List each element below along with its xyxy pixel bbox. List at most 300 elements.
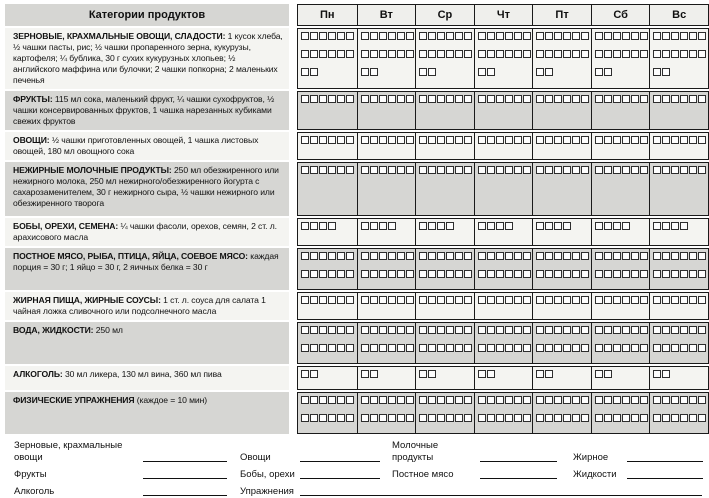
checkbox[interactable] <box>464 344 472 352</box>
checkbox[interactable] <box>406 344 414 352</box>
checkbox[interactable] <box>428 326 436 334</box>
checkbox[interactable] <box>595 222 603 230</box>
checkbox[interactable] <box>689 166 697 174</box>
checkbox[interactable] <box>640 50 648 58</box>
checkbox[interactable] <box>554 166 562 174</box>
checkbox[interactable] <box>406 136 414 144</box>
checkbox[interactable] <box>595 414 603 422</box>
checkbox[interactable] <box>301 414 309 422</box>
checkbox[interactable] <box>419 68 427 76</box>
checkbox[interactable] <box>581 136 589 144</box>
checkbox[interactable] <box>613 344 621 352</box>
checkbox[interactable] <box>653 166 661 174</box>
checkbox[interactable] <box>631 326 639 334</box>
checkbox[interactable] <box>328 296 336 304</box>
checkbox[interactable] <box>554 414 562 422</box>
checkbox[interactable] <box>640 136 648 144</box>
checkbox[interactable] <box>487 50 495 58</box>
legend-blank-line[interactable] <box>300 467 380 479</box>
checkbox[interactable] <box>536 166 544 174</box>
checkbox[interactable] <box>563 270 571 278</box>
checkbox[interactable] <box>505 296 513 304</box>
checkbox[interactable] <box>613 414 621 422</box>
checkbox[interactable] <box>478 326 486 334</box>
checkbox[interactable] <box>514 166 522 174</box>
checkbox[interactable] <box>640 166 648 174</box>
checkbox[interactable] <box>464 166 472 174</box>
legend-blank-line[interactable] <box>143 467 227 479</box>
checkbox[interactable] <box>319 50 327 58</box>
checkbox[interactable] <box>689 396 697 404</box>
checkbox[interactable] <box>662 222 670 230</box>
checkbox[interactable] <box>361 414 369 422</box>
checkbox[interactable] <box>337 166 345 174</box>
checkbox[interactable] <box>406 95 414 103</box>
checkbox[interactable] <box>379 222 387 230</box>
checkbox[interactable] <box>464 414 472 422</box>
checkbox[interactable] <box>554 222 562 230</box>
checkbox[interactable] <box>455 32 463 40</box>
checkbox[interactable] <box>319 166 327 174</box>
checkbox[interactable] <box>428 222 436 230</box>
checkbox[interactable] <box>328 270 336 278</box>
checkbox[interactable] <box>523 50 531 58</box>
checkbox[interactable] <box>370 50 378 58</box>
checkbox[interactable] <box>337 296 345 304</box>
checkbox[interactable] <box>388 222 396 230</box>
checkbox[interactable] <box>446 270 454 278</box>
checkbox[interactable] <box>361 252 369 260</box>
checkbox[interactable] <box>698 414 706 422</box>
checkbox[interactable] <box>505 344 513 352</box>
checkbox[interactable] <box>536 326 544 334</box>
checkbox[interactable] <box>604 396 612 404</box>
checkbox[interactable] <box>662 344 670 352</box>
checkbox[interactable] <box>301 166 309 174</box>
checkbox[interactable] <box>437 166 445 174</box>
checkbox[interactable] <box>455 396 463 404</box>
checkbox[interactable] <box>631 95 639 103</box>
checkbox[interactable] <box>563 166 571 174</box>
checkbox[interactable] <box>310 50 318 58</box>
checkbox[interactable] <box>496 270 504 278</box>
checkbox[interactable] <box>406 32 414 40</box>
checkbox[interactable] <box>680 414 688 422</box>
checkbox[interactable] <box>455 344 463 352</box>
checkbox[interactable] <box>640 95 648 103</box>
checkbox[interactable] <box>604 166 612 174</box>
checkbox[interactable] <box>613 50 621 58</box>
checkbox[interactable] <box>406 50 414 58</box>
checkbox[interactable] <box>397 136 405 144</box>
checkbox[interactable] <box>310 252 318 260</box>
checkbox[interactable] <box>671 396 679 404</box>
checkbox[interactable] <box>653 95 661 103</box>
checkbox[interactable] <box>346 326 354 334</box>
checkbox[interactable] <box>572 344 580 352</box>
checkbox[interactable] <box>595 270 603 278</box>
checkbox[interactable] <box>419 166 427 174</box>
checkbox[interactable] <box>379 136 387 144</box>
checkbox[interactable] <box>487 326 495 334</box>
checkbox[interactable] <box>397 50 405 58</box>
checkbox[interactable] <box>337 32 345 40</box>
checkbox[interactable] <box>478 32 486 40</box>
checkbox[interactable] <box>613 222 621 230</box>
checkbox[interactable] <box>428 95 436 103</box>
checkbox[interactable] <box>361 136 369 144</box>
checkbox[interactable] <box>397 95 405 103</box>
checkbox[interactable] <box>680 50 688 58</box>
checkbox[interactable] <box>419 326 427 334</box>
checkbox[interactable] <box>487 252 495 260</box>
checkbox[interactable] <box>662 396 670 404</box>
checkbox[interactable] <box>671 270 679 278</box>
checkbox[interactable] <box>419 136 427 144</box>
checkbox[interactable] <box>388 50 396 58</box>
checkbox[interactable] <box>505 95 513 103</box>
checkbox[interactable] <box>301 32 309 40</box>
checkbox[interactable] <box>622 222 630 230</box>
checkbox[interactable] <box>379 32 387 40</box>
checkbox[interactable] <box>622 166 630 174</box>
checkbox[interactable] <box>545 166 553 174</box>
checkbox[interactable] <box>496 32 504 40</box>
checkbox[interactable] <box>523 344 531 352</box>
checkbox[interactable] <box>698 166 706 174</box>
checkbox[interactable] <box>419 396 427 404</box>
checkbox[interactable] <box>671 32 679 40</box>
checkbox[interactable] <box>622 270 630 278</box>
checkbox[interactable] <box>680 270 688 278</box>
checkbox[interactable] <box>319 414 327 422</box>
checkbox[interactable] <box>581 166 589 174</box>
checkbox[interactable] <box>496 222 504 230</box>
checkbox[interactable] <box>514 396 522 404</box>
checkbox[interactable] <box>604 370 612 378</box>
checkbox[interactable] <box>397 414 405 422</box>
checkbox[interactable] <box>478 136 486 144</box>
checkbox[interactable] <box>419 296 427 304</box>
checkbox[interactable] <box>370 32 378 40</box>
checkbox[interactable] <box>361 370 369 378</box>
checkbox[interactable] <box>523 32 531 40</box>
checkbox[interactable] <box>370 222 378 230</box>
checkbox[interactable] <box>698 396 706 404</box>
checkbox[interactable] <box>388 95 396 103</box>
checkbox[interactable] <box>478 370 486 378</box>
checkbox[interactable] <box>613 396 621 404</box>
checkbox[interactable] <box>406 396 414 404</box>
checkbox[interactable] <box>572 296 580 304</box>
checkbox[interactable] <box>328 252 336 260</box>
checkbox[interactable] <box>662 136 670 144</box>
checkbox[interactable] <box>478 296 486 304</box>
checkbox[interactable] <box>536 32 544 40</box>
checkbox[interactable] <box>505 252 513 260</box>
checkbox[interactable] <box>554 326 562 334</box>
checkbox[interactable] <box>640 344 648 352</box>
checkbox[interactable] <box>554 396 562 404</box>
checkbox[interactable] <box>680 166 688 174</box>
checkbox[interactable] <box>487 344 495 352</box>
checkbox[interactable] <box>514 95 522 103</box>
checkbox[interactable] <box>328 326 336 334</box>
checkbox[interactable] <box>478 68 486 76</box>
checkbox[interactable] <box>523 252 531 260</box>
checkbox[interactable] <box>487 222 495 230</box>
checkbox[interactable] <box>640 326 648 334</box>
checkbox[interactable] <box>662 414 670 422</box>
checkbox[interactable] <box>406 414 414 422</box>
checkbox[interactable] <box>428 344 436 352</box>
checkbox[interactable] <box>613 166 621 174</box>
checkbox[interactable] <box>662 166 670 174</box>
checkbox[interactable] <box>496 414 504 422</box>
checkbox[interactable] <box>604 32 612 40</box>
checkbox[interactable] <box>689 95 697 103</box>
checkbox[interactable] <box>572 326 580 334</box>
checkbox[interactable] <box>689 326 697 334</box>
checkbox[interactable] <box>662 50 670 58</box>
checkbox[interactable] <box>640 270 648 278</box>
checkbox[interactable] <box>689 414 697 422</box>
checkbox[interactable] <box>310 32 318 40</box>
checkbox[interactable] <box>581 326 589 334</box>
checkbox[interactable] <box>698 95 706 103</box>
checkbox[interactable] <box>301 222 309 230</box>
checkbox[interactable] <box>689 296 697 304</box>
checkbox[interactable] <box>419 32 427 40</box>
checkbox[interactable] <box>563 296 571 304</box>
checkbox[interactable] <box>455 50 463 58</box>
legend-blank-line[interactable] <box>627 467 703 479</box>
checkbox[interactable] <box>563 136 571 144</box>
checkbox[interactable] <box>680 326 688 334</box>
checkbox[interactable] <box>319 95 327 103</box>
checkbox[interactable] <box>346 344 354 352</box>
checkbox[interactable] <box>595 396 603 404</box>
checkbox[interactable] <box>478 50 486 58</box>
checkbox[interactable] <box>572 396 580 404</box>
legend-blank-line[interactable] <box>143 484 227 496</box>
checkbox[interactable] <box>662 270 670 278</box>
checkbox[interactable] <box>419 344 427 352</box>
checkbox[interactable] <box>346 270 354 278</box>
checkbox[interactable] <box>554 296 562 304</box>
checkbox[interactable] <box>361 396 369 404</box>
checkbox[interactable] <box>301 95 309 103</box>
checkbox[interactable] <box>689 136 697 144</box>
checkbox[interactable] <box>595 326 603 334</box>
checkbox[interactable] <box>301 68 309 76</box>
checkbox[interactable] <box>523 326 531 334</box>
checkbox[interactable] <box>653 370 661 378</box>
checkbox[interactable] <box>310 370 318 378</box>
checkbox[interactable] <box>361 296 369 304</box>
checkbox[interactable] <box>604 50 612 58</box>
checkbox[interactable] <box>572 166 580 174</box>
checkbox[interactable] <box>487 32 495 40</box>
checkbox[interactable] <box>487 270 495 278</box>
checkbox[interactable] <box>388 296 396 304</box>
checkbox[interactable] <box>545 414 553 422</box>
checkbox[interactable] <box>662 370 670 378</box>
checkbox[interactable] <box>478 414 486 422</box>
checkbox[interactable] <box>563 32 571 40</box>
checkbox[interactable] <box>545 396 553 404</box>
legend-blank-line[interactable] <box>627 450 703 462</box>
checkbox[interactable] <box>310 296 318 304</box>
checkbox[interactable] <box>370 370 378 378</box>
checkbox[interactable] <box>379 326 387 334</box>
checkbox[interactable] <box>653 222 661 230</box>
checkbox[interactable] <box>437 95 445 103</box>
checkbox[interactable] <box>613 270 621 278</box>
checkbox[interactable] <box>595 32 603 40</box>
checkbox[interactable] <box>653 68 661 76</box>
checkbox[interactable] <box>505 326 513 334</box>
checkbox[interactable] <box>428 136 436 144</box>
checkbox[interactable] <box>370 296 378 304</box>
checkbox[interactable] <box>631 50 639 58</box>
checkbox[interactable] <box>437 50 445 58</box>
checkbox[interactable] <box>653 414 661 422</box>
checkbox[interactable] <box>604 136 612 144</box>
checkbox[interactable] <box>301 370 309 378</box>
checkbox[interactable] <box>328 344 336 352</box>
checkbox[interactable] <box>361 166 369 174</box>
checkbox[interactable] <box>428 50 436 58</box>
checkbox[interactable] <box>662 68 670 76</box>
checkbox[interactable] <box>536 68 544 76</box>
checkbox[interactable] <box>406 326 414 334</box>
checkbox[interactable] <box>328 396 336 404</box>
checkbox[interactable] <box>613 326 621 334</box>
checkbox[interactable] <box>319 396 327 404</box>
checkbox[interactable] <box>514 296 522 304</box>
checkbox[interactable] <box>397 252 405 260</box>
checkbox[interactable] <box>622 136 630 144</box>
checkbox[interactable] <box>698 326 706 334</box>
checkbox[interactable] <box>397 396 405 404</box>
checkbox[interactable] <box>437 32 445 40</box>
checkbox[interactable] <box>370 136 378 144</box>
checkbox[interactable] <box>653 252 661 260</box>
checkbox[interactable] <box>419 252 427 260</box>
checkbox[interactable] <box>563 344 571 352</box>
checkbox[interactable] <box>689 32 697 40</box>
checkbox[interactable] <box>370 68 378 76</box>
checkbox[interactable] <box>622 252 630 260</box>
checkbox[interactable] <box>563 396 571 404</box>
checkbox[interactable] <box>487 95 495 103</box>
checkbox[interactable] <box>464 252 472 260</box>
checkbox[interactable] <box>653 32 661 40</box>
checkbox[interactable] <box>406 252 414 260</box>
checkbox[interactable] <box>505 270 513 278</box>
checkbox[interactable] <box>505 222 513 230</box>
checkbox[interactable] <box>572 32 580 40</box>
checkbox[interactable] <box>361 50 369 58</box>
checkbox[interactable] <box>397 270 405 278</box>
checkbox[interactable] <box>428 32 436 40</box>
checkbox[interactable] <box>680 396 688 404</box>
checkbox[interactable] <box>487 68 495 76</box>
checkbox[interactable] <box>455 95 463 103</box>
checkbox[interactable] <box>346 296 354 304</box>
checkbox[interactable] <box>545 344 553 352</box>
checkbox[interactable] <box>337 136 345 144</box>
checkbox[interactable] <box>671 166 679 174</box>
checkbox[interactable] <box>455 270 463 278</box>
checkbox[interactable] <box>505 414 513 422</box>
checkbox[interactable] <box>514 414 522 422</box>
checkbox[interactable] <box>455 296 463 304</box>
checkbox[interactable] <box>581 95 589 103</box>
checkbox[interactable] <box>662 95 670 103</box>
checkbox[interactable] <box>328 222 336 230</box>
legend-blank-line[interactable] <box>480 450 557 462</box>
checkbox[interactable] <box>523 95 531 103</box>
checkbox[interactable] <box>397 326 405 334</box>
checkbox[interactable] <box>379 414 387 422</box>
checkbox[interactable] <box>581 296 589 304</box>
checkbox[interactable] <box>428 166 436 174</box>
checkbox[interactable] <box>388 326 396 334</box>
checkbox[interactable] <box>388 252 396 260</box>
checkbox[interactable] <box>698 344 706 352</box>
checkbox[interactable] <box>419 95 427 103</box>
checkbox[interactable] <box>671 344 679 352</box>
checkbox[interactable] <box>428 414 436 422</box>
checkbox[interactable] <box>361 270 369 278</box>
checkbox[interactable] <box>604 326 612 334</box>
checkbox[interactable] <box>631 414 639 422</box>
checkbox[interactable] <box>328 414 336 422</box>
checkbox[interactable] <box>464 95 472 103</box>
checkbox[interactable] <box>545 50 553 58</box>
checkbox[interactable] <box>370 270 378 278</box>
checkbox[interactable] <box>536 136 544 144</box>
checkbox[interactable] <box>631 252 639 260</box>
checkbox[interactable] <box>319 32 327 40</box>
checkbox[interactable] <box>370 166 378 174</box>
checkbox[interactable] <box>613 296 621 304</box>
checkbox[interactable] <box>563 95 571 103</box>
checkbox[interactable] <box>514 50 522 58</box>
checkbox[interactable] <box>388 270 396 278</box>
checkbox[interactable] <box>613 95 621 103</box>
checkbox[interactable] <box>337 95 345 103</box>
checkbox[interactable] <box>640 296 648 304</box>
checkbox[interactable] <box>455 136 463 144</box>
checkbox[interactable] <box>455 166 463 174</box>
checkbox[interactable] <box>653 296 661 304</box>
checkbox[interactable] <box>388 32 396 40</box>
checkbox[interactable] <box>319 296 327 304</box>
checkbox[interactable] <box>310 414 318 422</box>
checkbox[interactable] <box>446 396 454 404</box>
checkbox[interactable] <box>319 270 327 278</box>
checkbox[interactable] <box>680 32 688 40</box>
checkbox[interactable] <box>595 136 603 144</box>
legend-blank-line[interactable] <box>300 484 702 496</box>
checkbox[interactable] <box>622 32 630 40</box>
checkbox[interactable] <box>397 344 405 352</box>
checkbox[interactable] <box>388 136 396 144</box>
checkbox[interactable] <box>379 50 387 58</box>
